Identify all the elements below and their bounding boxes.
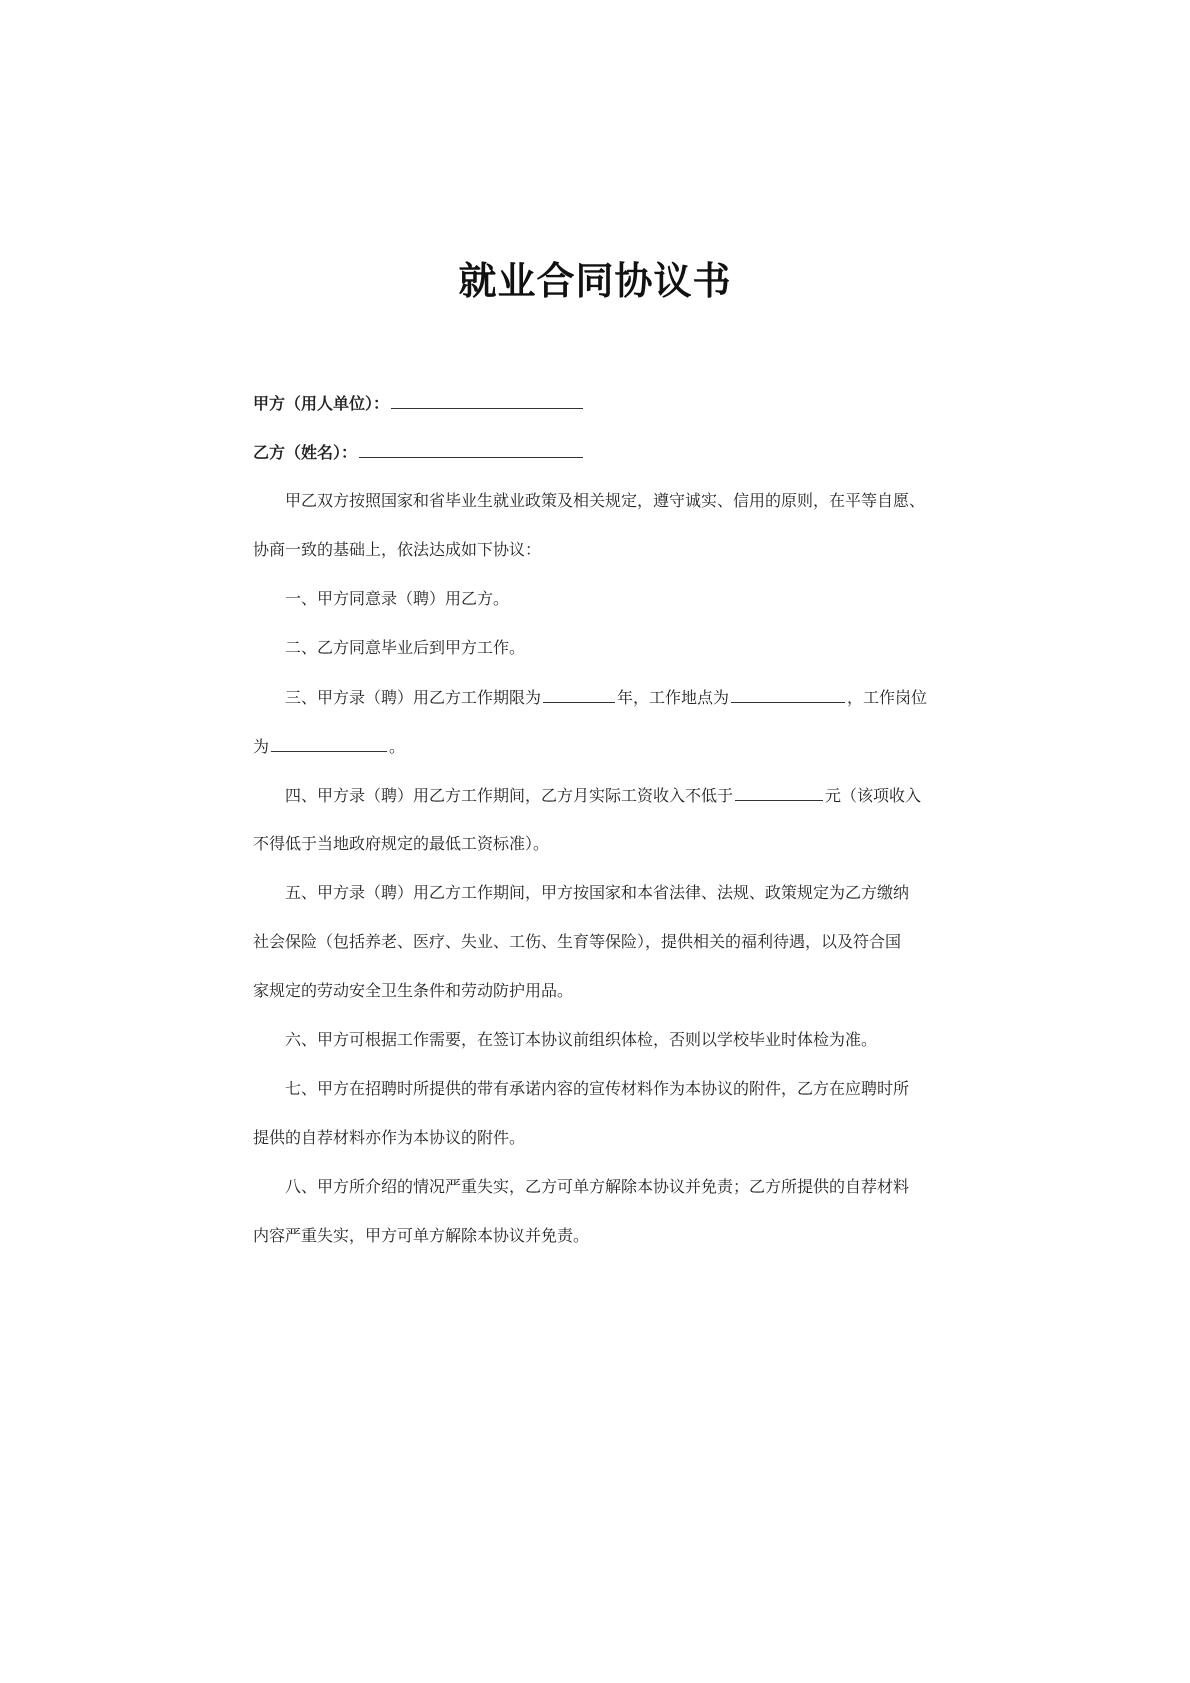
clause-3-text-4: 为	[253, 737, 270, 756]
clause-3-line-1	[253, 672, 953, 721]
party-a-line	[253, 378, 953, 427]
clause-3-text-1: 三、甲方录（聘）用乙方工作期限为	[285, 688, 542, 707]
clause-6: 六、甲方可根据工作需要，在签订本协议前组织体检，否则以学校毕业时体检为准。	[285, 1030, 878, 1049]
party-b-label: 乙方（姓名）：	[253, 443, 358, 462]
work-position-blank[interactable]	[271, 721, 387, 752]
clause-3-text-2: 年，工作地点为	[617, 688, 730, 707]
work-location-blank[interactable]	[731, 672, 845, 703]
clause-8-line-2: 内容严重失实，甲方可单方解除本协议并免责。	[253, 1226, 590, 1245]
clause-3-line-2	[253, 721, 953, 770]
clause-1: 一、甲方同意录（聘）用乙方。	[285, 589, 510, 608]
preamble-line-2: 协商一致的基础上，依法达成如下协议：	[253, 540, 542, 559]
work-term-years-blank[interactable]	[543, 672, 615, 703]
party-a-blank[interactable]	[391, 378, 583, 409]
clause-8-line-1: 八、甲方所介绍的情况严重失实，乙方可单方解除本协议并免责；乙方所提供的自荐材料	[285, 1177, 910, 1196]
clause-4-text-1: 四、甲方录（聘）用乙方工作期间，乙方月实际工资收入不低于	[285, 786, 734, 805]
clause-3-text-5: 。	[389, 737, 406, 756]
monthly-salary-blank[interactable]	[735, 770, 823, 801]
clause-4-text-2: 元（该项收入	[825, 786, 922, 805]
preamble-line-1: 甲乙双方按照国家和省毕业生就业政策及相关规定，遵守诚实、信用的原则，在平等自愿、	[285, 491, 926, 510]
clause-5-line-1: 五、甲方录（聘）用乙方工作期间，甲方按国家和本省法律、法规、政策规定为乙方缴纳	[285, 883, 910, 902]
clause-4-line-1	[253, 770, 953, 819]
clause-5-line-2: 社会保险（包括养老、医疗、失业、工伤、生育等保险），提供相关的福利待遇，以及符合国	[253, 932, 902, 951]
party-b-line	[253, 427, 953, 476]
clause-4-line-2: 不得低于当地政府规定的最低工资标准）。	[253, 834, 550, 853]
contract-body	[253, 378, 953, 1260]
clause-7-line-2: 提供的自荐材料亦作为本协议的附件。	[253, 1128, 526, 1147]
clause-2: 二、乙方同意毕业后到甲方工作。	[285, 638, 526, 657]
document-title: 就业合同协议书	[458, 258, 732, 303]
clause-5-line-3: 家规定的劳动安全卫生条件和劳动防护用品。	[253, 981, 574, 1000]
party-b-blank[interactable]	[359, 427, 583, 458]
clause-3-text-3: ，工作岗位	[847, 688, 928, 707]
party-a-label: 甲方（用人单位）：	[253, 394, 390, 413]
clause-7-line-1: 七、甲方在招聘时所提供的带有承诺内容的宣传材料作为本协议的附件，乙方在应聘时所	[285, 1079, 910, 1098]
